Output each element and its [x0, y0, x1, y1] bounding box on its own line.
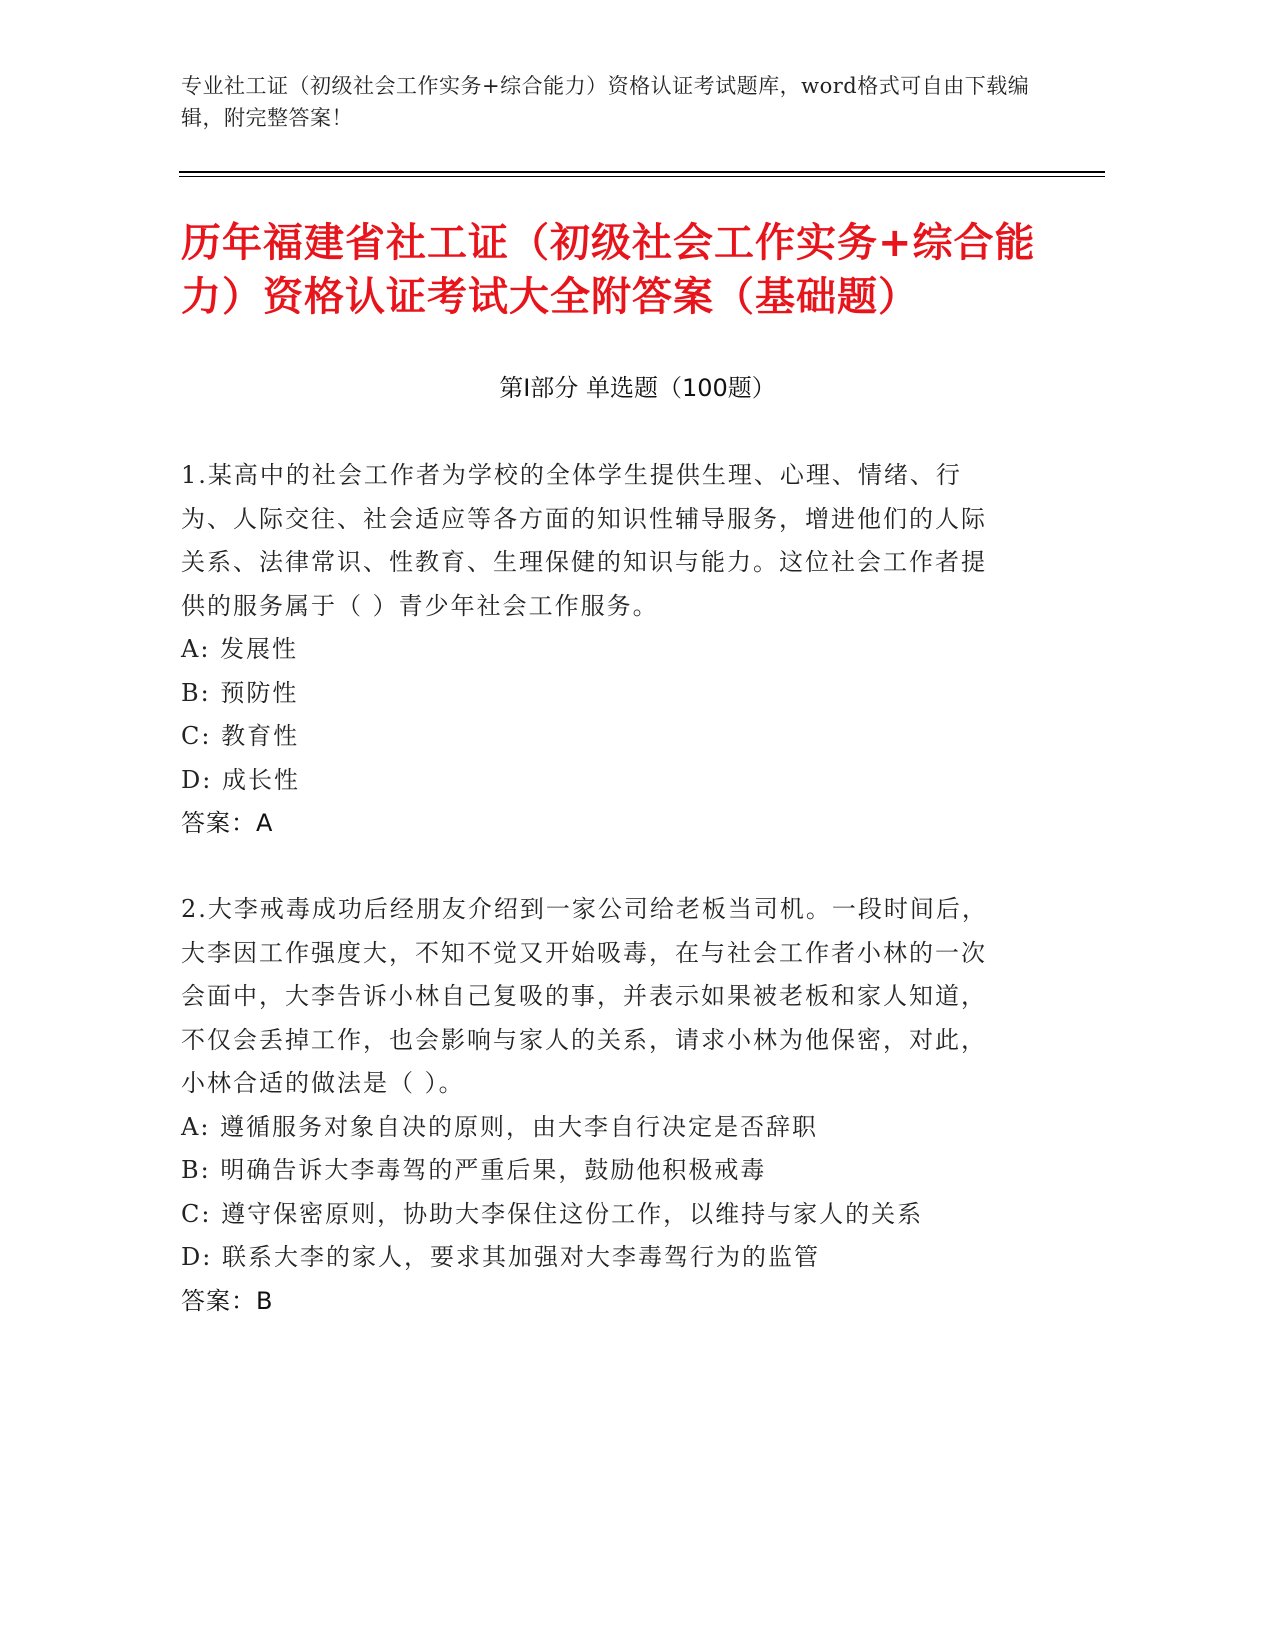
question-stem: 2.大李戒毒成功后经朋友介绍到一家公司给老板当司机。一段时间后，大李因工作强度大，不知不觉又开始吸毒，在与社会工作者小林的一次会面中，大李告诉小林自己复吸的事，并表示如果被老板和家人知道，不仅会丢掉工作，也会影响与家人的关系，请求小林为他保密，对此，小林合适的做法是（ ）。 [181, 895, 988, 1097]
option-d: D: 成长性 [181, 765, 300, 794]
option-b: B: 预防性 [181, 678, 299, 707]
document-title: 历年福建省社工证（初级社会工作实务+综合能力）资格认证考试大全附答案（基础题） [181, 220, 1036, 320]
option-a: A: 发展性 [181, 635, 299, 663]
option-c: C: 遵守保密原则，协助大李保住这份工作，以维持与家人的关系 [181, 1199, 924, 1228]
option-d: D: 联系大李的家人，要求其加强对大李毒驾行为的监管 [181, 1243, 820, 1271]
header-divider-thin [179, 176, 1105, 177]
question-item [181, 888, 1011, 1323]
header-divider-thick [179, 171, 1105, 173]
question-item [181, 454, 1011, 846]
answer-line: 答案：A [181, 809, 274, 837]
option-b: B: 明确告诉大李毒驾的严重后果，鼓励他积极戒毒 [181, 1156, 767, 1184]
section-heading: 第Ⅰ部分 单选题（100题） [499, 374, 776, 402]
question-stem: 1.某高中的社会工作者为学校的全体学生提供生理、心理、情绪、行为、人际交往、社会适应等各方面的知识性辅导服务，增进他们的人际关系、法律常识、性教育、生理保健的知识与能力。这位社会工作者提供的服务属于（ ）青少年社会工作服务。 [181, 461, 987, 620]
option-a: A: 遵循服务对象自决的原则，由大李自行决定是否辞职 [181, 1112, 819, 1141]
option-c: C: 教育性 [181, 722, 300, 750]
header-note: 专业社工证（初级社会工作实务+综合能力）资格认证考试题库，word格式可自由下载编辑，附完整答案！ [181, 74, 1030, 130]
answer-line: 答案：B [181, 1286, 274, 1315]
